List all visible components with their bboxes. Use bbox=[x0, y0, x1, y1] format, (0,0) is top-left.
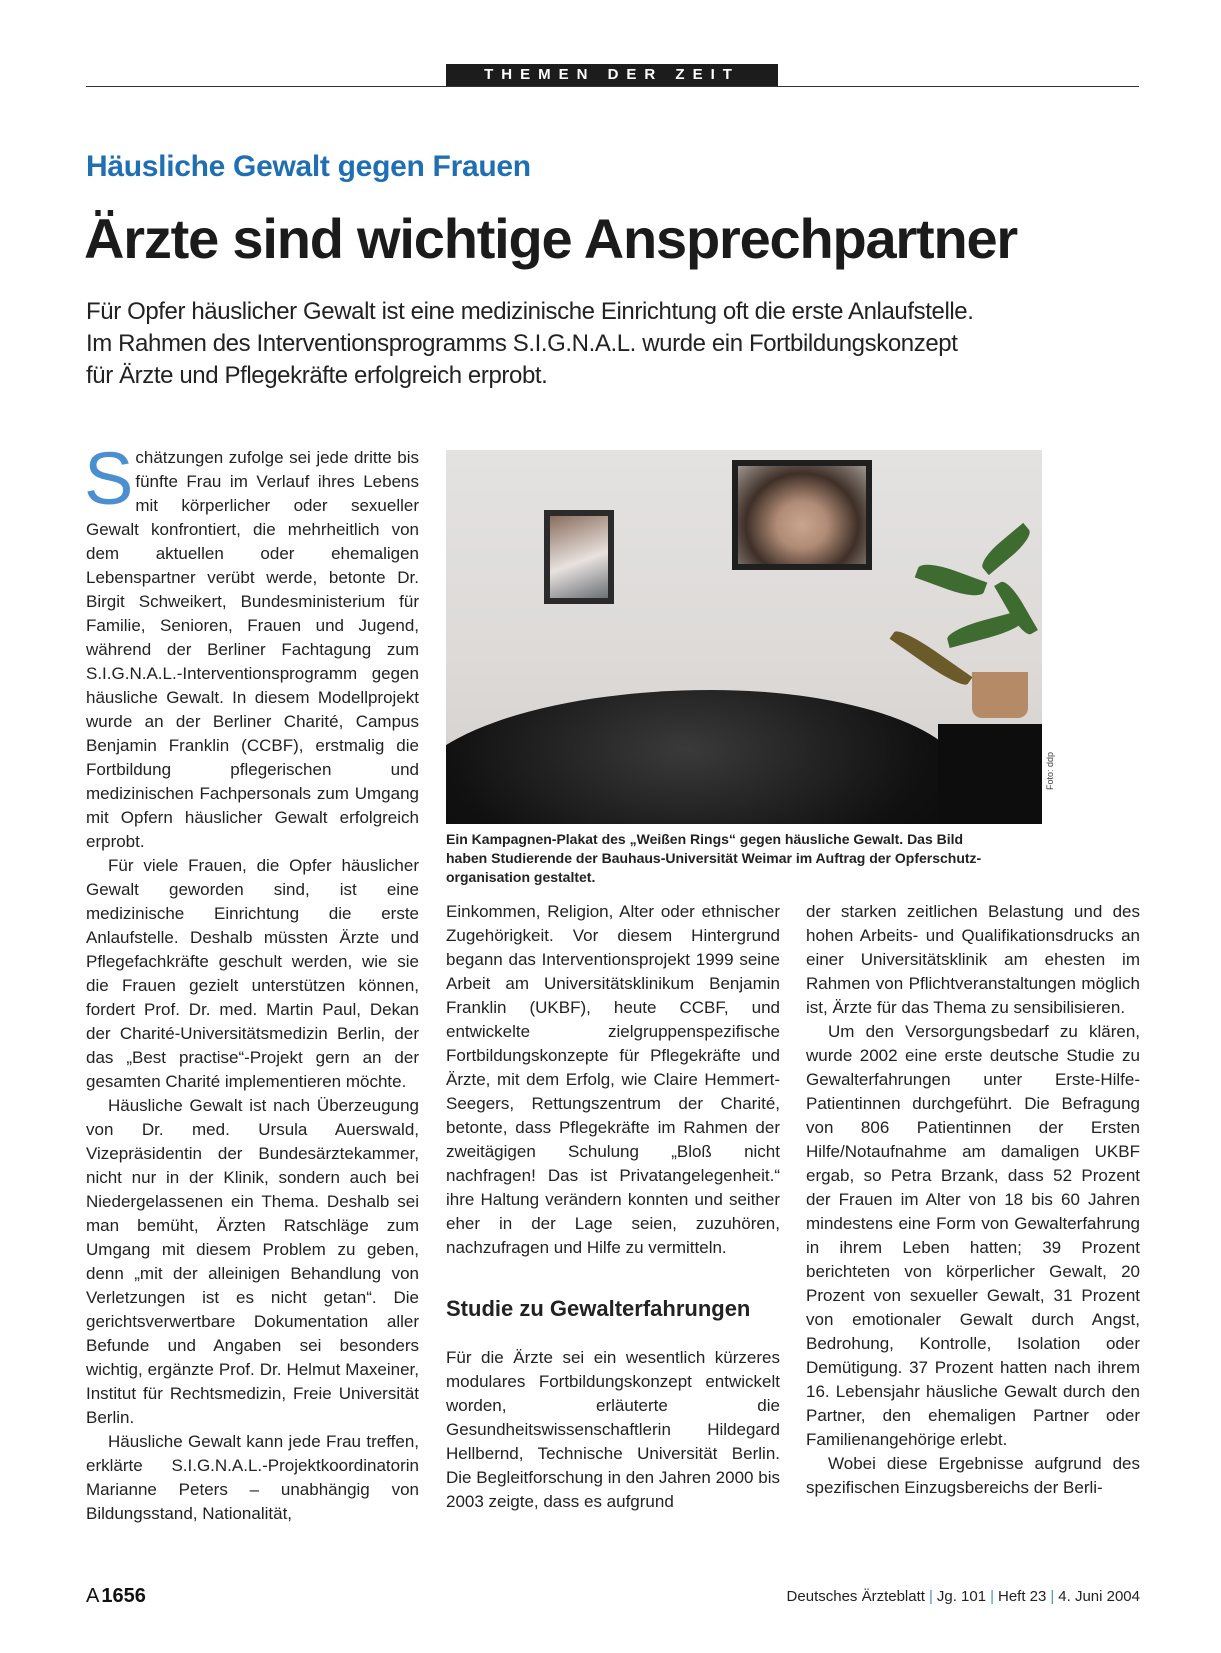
dropcap: S bbox=[84, 437, 134, 520]
campaign-poster-photo bbox=[446, 450, 1042, 824]
caption-line: organisation gestaltet. bbox=[446, 869, 596, 885]
page-number-value: 1656 bbox=[101, 1585, 146, 1607]
deck-line: für Ärzte und Pflegekräfte erfolgreich erprobt. bbox=[86, 362, 548, 389]
top-rule bbox=[86, 86, 1139, 87]
plant-leaf bbox=[977, 523, 1035, 575]
paragraph: Für die Ärzte sei ein wesentlich kürzeres modulares Fortbildungskonzept entwickelt worden, erläuterte die Gesundheitswissenschaftlerin Hildegard Hellbernd, Technische Universität Berlin. Die Begleitforschung in den Jahren 2000 bis 2003 zeigte, dass es aufgrund bbox=[446, 1348, 780, 1511]
paragraph: Häusliche Gewalt kann jede Frau treffen, erklärte S.I.G.N.A.L.-Projektkoordinatorin Marianne Peters – unabhängig von Bildungsstand, Nationalität, bbox=[86, 1432, 419, 1523]
portrait-picture-frame bbox=[732, 460, 872, 570]
journal-name: Deutsches Ärzteblatt bbox=[786, 1588, 925, 1605]
paragraph: Einkommen, Religion, Alter oder ethnischer Zugehörigkeit. Vor diesem Hintergrund begann das Interventionsprojekt 1999 seine Arbeit am Universitätsklinikum Benjamin Franklin (UKBF), heute CCBF, und entwickelte zielgruppenspezifische Fortbildungskonzepte für Pflegekräfte und Ärzte, mit dem Erfolg, wie Claire Hemmert-Seegers, Rettungszentrum der Charité, betonte, dass Pflegekräfte im Rahmen der zweitägigen Schulung „Bloß nicht nachfragen! Das ist Privatangelegenheit.“ ihre Haltung verändern konnten und seither eher in der Lage seien, zuzuhören, nachzufragen und Hilfe zu vermitteln. bbox=[446, 902, 780, 1257]
issue: Heft 23 bbox=[997, 1588, 1047, 1605]
section-label: THEMEN DER ZEIT bbox=[446, 64, 778, 86]
caption-line: haben Studierende der Bauhaus-Universität Weimar im Auftrag der Opferschutz- bbox=[446, 850, 982, 866]
kicker: Häusliche Gewalt gegen Frauen bbox=[86, 150, 531, 183]
deck-line: Für Opfer häuslicher Gewalt ist eine medizinische Einrichtung oft die erste Anlaufstelle. bbox=[86, 298, 974, 325]
paragraph: Um den Versorgungsbedarf zu klären, wurde 2002 eine erste deutsche Studie zu Gewalterfahrungen unter Erste-Hilfe-Patientinnen durchgeführt. Die Befragung von 806 Patientinnen der Ersten Hilfe/Notaufnahme am damaligen UKBF ergab, so Petra Brzank, dass 52 Prozent der Frauen im Alter von 18 bis 60 Jahren mindestens eine Form von Gewalterfahrung in ihrem Leben hatten; 39 Prozent berichteten von körperlicher Gewalt, 20 Prozent von sexueller Gewalt, 31 Prozent von emotionaler Gewalt durch Angst, Bedrohung, Kontrolle, Isolation oder Demütigung. 37 Prozent hatten nach ihrem 16. Lebensjahr häusliche Gewalt durch den Partner, den ehemaligen Partner oder Familienangehörige erlebt. bbox=[806, 1022, 1140, 1449]
photo-credit: Foto: ddp bbox=[1045, 751, 1055, 790]
plant-leaf bbox=[915, 559, 988, 602]
wedding-picture-frame bbox=[544, 510, 614, 604]
headline: Ärzte sind wichtige Ansprechpartner bbox=[84, 207, 1017, 270]
issue-date: 4. Juni 2004 bbox=[1058, 1588, 1140, 1605]
column-3 bbox=[806, 900, 1140, 1500]
subheading: Studie zu Gewalterfahrungen bbox=[446, 1296, 751, 1321]
deck-line: Im Rahmen des Interventionsprogramms S.I.G.N.A.L. wurde ein Fortbildungskonzept bbox=[86, 330, 958, 357]
paragraph: Für viele Frauen, die Opfer häuslicher Gewalt geworden sind, ist eine medizinische Einrichtung die erste Anlaufstelle. Deshalb müssten Ärzte und Pflegefachkräfte geschult werden, wie sie die Frauen gezielt unterstützen können, fordert Prof. Dr. med. Martin Paul, Dekan der Charité-Universitätsmedizin Berlin, der das „Best practise“-Projekt gern an der gesamten Charité implementieren möchte. bbox=[86, 856, 419, 1091]
paragraph-text: chätzungen zufolge sei jede dritte bis fünfte Frau im Verlauf ihres Lebens mit körperlicher oder sexueller Gewalt konfrontiert, die mehrheitlich von dem aktuellen oder ehemaligen Lebenspartner verübt werde, betonte Dr. Birgit Schweikert, Bundesministerium für Familie, Senioren, Frauen und Jugend, während der Berliner Fachtagung zum S.I.G.N.A.L.-Interventionsprogramm gegen häusliche Gewalt. In diesem Modellprojekt wurde an der Berliner Charité, Campus Benjamin Franklin (CCBF), erstmalig die Fortbildung pflegerischen und medizinischen Fachpersonals zum Umgang mit Opfern häuslicher Gewalt erfolgreich erprobt. bbox=[86, 448, 419, 851]
photo-caption bbox=[446, 830, 1046, 887]
caption-line: Ein Kampagnen-Plakat des „Weißen Rings“ gegen häusliche Gewalt. Das Bild bbox=[446, 831, 964, 847]
plant-stand bbox=[938, 724, 1042, 824]
column-1 bbox=[84, 437, 419, 1526]
plant-pot bbox=[972, 672, 1028, 718]
column-2 bbox=[446, 900, 780, 1514]
deck bbox=[86, 296, 1086, 392]
volume: Jg. 101 bbox=[936, 1588, 987, 1605]
page-prefix: A bbox=[86, 1585, 100, 1607]
paragraph: Häusliche Gewalt ist nach Überzeugung von Dr. med. Ursula Auerswald, Vizepräsidentin der Bundesärztekammer, nicht nur in der Klinik, sondern auch bei Niedergelassenen ein Thema. Deshalb sei man bemüht, Ärzten Ratschläge zum Umgang mit diesem Problem zu geben, denn „mit der alleinigen Behandlung von Verletzungen ist es nicht getan“. Die gerichtsverwertbare Dokumentation aller Befunde und Angaben sei besonders wichtig, ergänzte Prof. Dr. Helmut Maxeiner, Institut für Rechtsmedizin, Freie Universität Berlin. bbox=[86, 1096, 419, 1427]
page-number bbox=[86, 1585, 146, 1608]
paragraph: der starken zeitlichen Belastung und des hohen Arbeits- und Qualifikationsdrucks an einer Universitätsklinik am ehesten im Rahmen von Pflichtveranstaltungen möglich ist, Ärzte für das Thema zu sensibilisieren. bbox=[806, 902, 1140, 1017]
footer-citation: Deutsches Ärzteblatt | Jg. 101 | Heft 23 | 4. Juni 2004 bbox=[786, 1588, 1140, 1605]
paragraph bbox=[84, 437, 419, 854]
paragraph: Wobei diese Ergebnisse aufgrund des spezifischen Einzugsbereichs der Berli- bbox=[806, 1454, 1140, 1497]
leather-sofa bbox=[446, 690, 966, 824]
